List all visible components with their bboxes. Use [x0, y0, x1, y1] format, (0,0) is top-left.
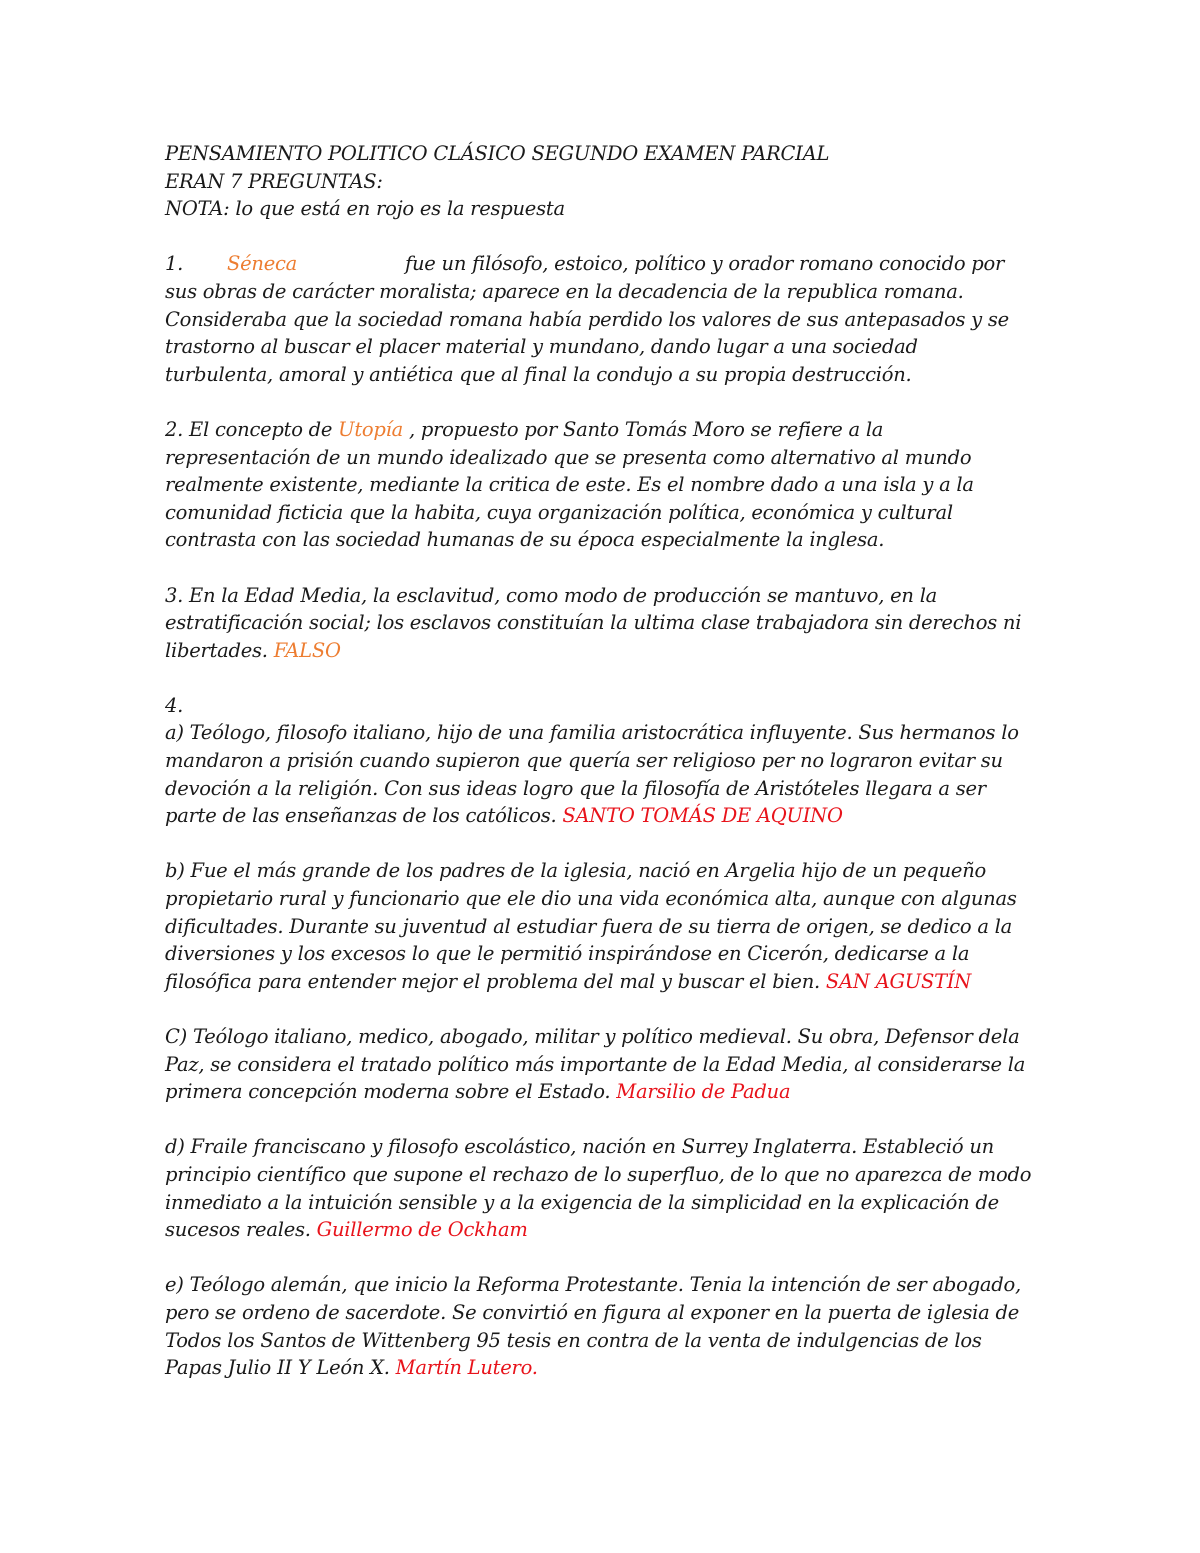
question-text: primera concepción moderna sobre el Estado. [165, 1080, 617, 1104]
question-text: Paz, se considera el tratado político más importante de la Edad Media, al considerarse la [165, 1052, 1026, 1076]
question-text: sus obras de carácter moralista; aparece en la decadencia de la republica romana. [165, 279, 964, 303]
question-text: , propuesto por Santo Tomás Moro se refiere a la [403, 417, 884, 441]
answer-text: FALSO [273, 638, 341, 662]
answer-text: Séneca [227, 252, 298, 276]
question-4e [165, 1271, 1035, 1381]
question-text: Papas Julio II Y León X. [165, 1356, 396, 1380]
question-2 [165, 416, 1035, 554]
question-text: representación de un mundo idealizado que se presenta como alternativo al mundo [165, 445, 972, 469]
question-text: b) Fue el más grande de los padres de la iglesia, nació en Argelia hijo de un pequeño [165, 859, 987, 883]
document-header [165, 140, 1035, 223]
question-text: principio científico que supone el rechazo de lo superfluo, de lo que no aparezca de modo [165, 1162, 1032, 1186]
question-1 [165, 250, 1035, 388]
question-text: sucesos reales. [165, 1218, 317, 1242]
question-text: dificultades. Durante su juventud al estudiar fuera de su tierra de origen, se dedico a la [165, 914, 1013, 938]
question-text: devoción a la religión. Con sus ideas logro que la filosofía de Aristóteles llegara a ser [165, 776, 986, 800]
answer-text: Utopía [338, 417, 403, 441]
question-number: 4. [165, 693, 184, 717]
question-text: turbulenta, amoral y antiética que al final la condujo a su propia destrucción. [165, 362, 912, 386]
question-text: 2. El concepto de [165, 417, 339, 441]
question-text: comunidad ficticia que la habita, cuya organización política, económica y cultural [165, 500, 953, 524]
question-4b-last-line [165, 968, 1035, 996]
question-text: pero se ordeno de sacerdote. Se convirtió en figura al exponer en la puerta de iglesia de [165, 1300, 1020, 1324]
document-title: PENSAMIENTO POLITICO CLÁSICO SEGUNDO EXAMEN PARCIAL [165, 142, 830, 165]
question-4 [165, 692, 1035, 1382]
answer-text: Guillermo de Ockham [316, 1218, 528, 1242]
question-text: propietario rural y funcionario que ele dio una vida económica alta, aunque con algunas [165, 887, 1017, 911]
question-text: d) Fraile franciscano y filosofo escolástico, nación en Surrey Inglaterra. Estableció un [165, 1135, 994, 1159]
answer-text: SAN AGUSTÍN [825, 969, 972, 993]
question-text: contrasta con las sociedad humanas de su época especialmente la inglesa. [165, 528, 885, 552]
question-4a [165, 719, 1035, 829]
document-subtitle: ERAN 7 PREGUNTAS: [165, 169, 383, 193]
question-3-last-line [165, 637, 1035, 665]
question-text: C) Teólogo italiano, medico, abogado, militar y político medieval. Su obra, Defensor dela [165, 1025, 1020, 1048]
question-4e-last-line [165, 1354, 1035, 1382]
question-number: 1. [165, 252, 184, 276]
question-text: filosófica para entender mejor el problema del mal y buscar el bien. [165, 969, 826, 993]
question-4a-last-line [165, 802, 1035, 830]
question-text: e) Teólogo alemán, que inicio la Reforma Protestante. Tenia la intención de ser abogado, [165, 1273, 1021, 1297]
question-text: realmente existente, mediante la critica de este. Es el nombre dado a una isla y a la [165, 473, 974, 497]
answer-text: Martín Lutero. [395, 1356, 538, 1380]
answer-text: SANTO TOMÁS DE AQUINO [562, 804, 843, 828]
question-text: inmediato a la intuición sensible y a la exigencia de la simplicidad en la explicación de [165, 1190, 999, 1214]
question-text: diversiones y los excesos lo que le permitió inspirándose en Cicerón, dedicarse a la [165, 942, 970, 966]
question-text: Todos los Santos de Wittenberg 95 tesis en contra de la venta de indulgencias de los [165, 1328, 982, 1352]
question-4d [165, 1133, 1035, 1243]
question-3 [165, 582, 1035, 665]
answer-text: Marsilio de Padua [616, 1080, 791, 1104]
question-text: Consideraba que la sociedad romana había perdido los valores de sus antepasados y se [165, 307, 1009, 331]
question-text: estratificación social; los esclavos constituían la ultima clase trabajadora sin derechos ni [165, 611, 1022, 635]
question-text: mandaron a prisión cuando supieron que quería ser religioso per no lograron evitar su [165, 749, 1003, 773]
question-text: a) Teólogo, filosofo italiano, hijo de una familia aristocrática influyente. Sus hermanos lo [165, 721, 1019, 745]
document-note: NOTA: lo que está en rojo es la respuesta [165, 197, 565, 221]
question-4d-last-line [165, 1216, 1035, 1244]
question-2-line-1 [165, 416, 1035, 444]
question-4c-last-line [165, 1078, 1035, 1106]
question-text: parte de las enseñanzas de los católicos. [165, 804, 563, 828]
question-text: 3. En la Edad Media, la esclavitud, como modo de producción se mantuvo, en la [165, 583, 938, 607]
question-1-line-1 [165, 250, 1035, 278]
question-4c [165, 1023, 1035, 1106]
document-page [165, 140, 1035, 1409]
question-text: trastorno al buscar el placer material y mundano, dando lugar a una sociedad [165, 335, 918, 359]
question-text: fue un filósofo, estoico, político y orador romano conocido por [405, 252, 1005, 276]
question-text: libertades. [165, 638, 274, 662]
question-4b [165, 857, 1035, 995]
